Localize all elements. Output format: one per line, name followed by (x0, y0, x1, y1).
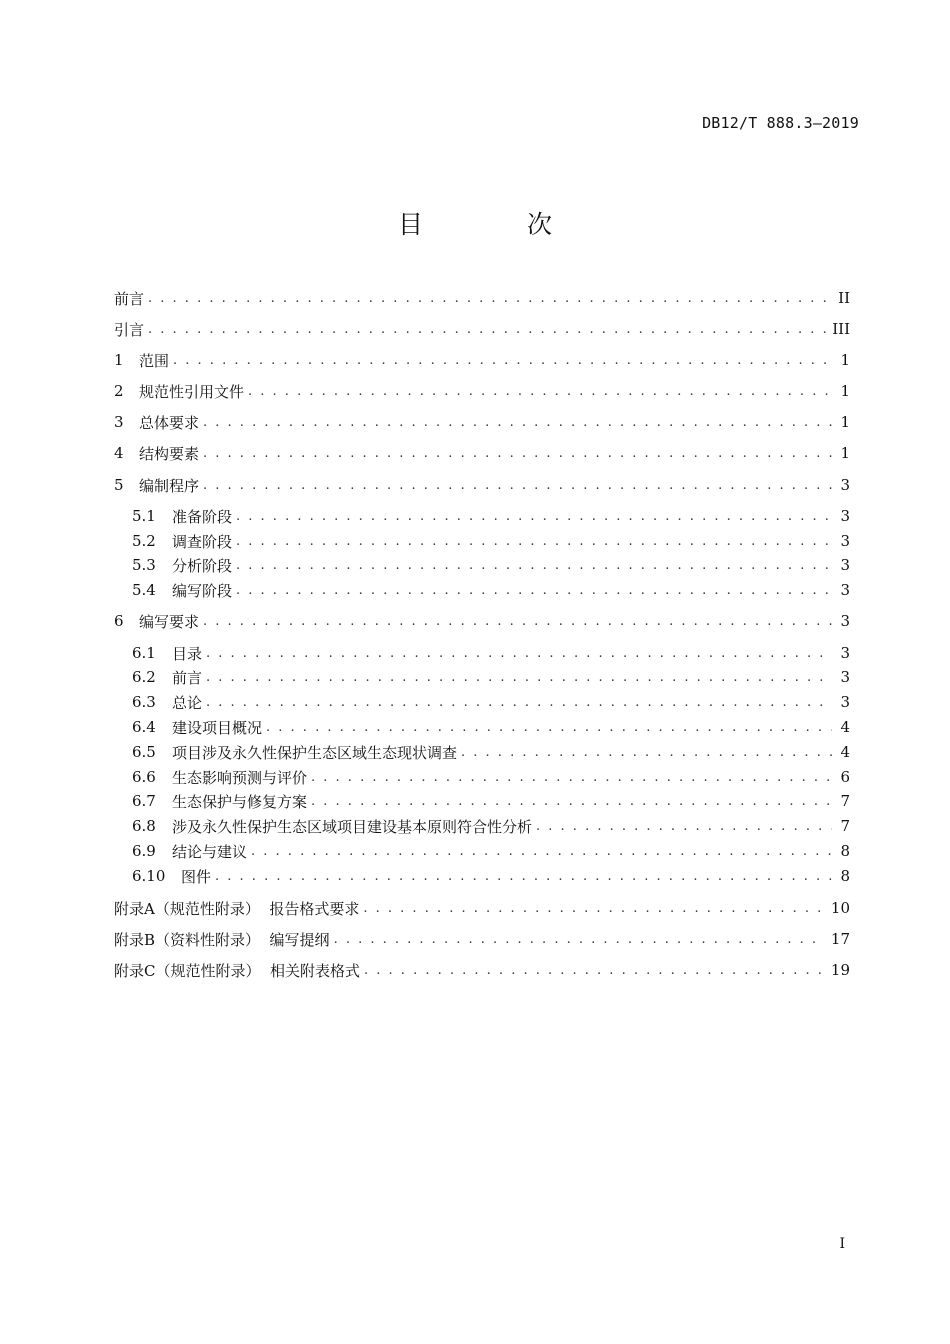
dot-leader (311, 770, 832, 785)
toc-entry-6-8[interactable] (114, 815, 850, 837)
dot-leader (206, 646, 832, 661)
document-code: DB12/T 888.3—2019 (702, 114, 859, 132)
toc-entry-number: 6.10 (132, 867, 166, 885)
toc-entry-4[interactable] (114, 442, 850, 464)
toc-entry-3[interactable] (114, 411, 850, 433)
toc-entry-label: 目录 (172, 644, 203, 663)
toc-entry-label: 编制程序 (139, 476, 200, 495)
toc-entry-label: 总体要求 (139, 413, 200, 432)
toc-entry-page: 1 (840, 444, 850, 462)
toc-entry-page: 3 (840, 476, 850, 494)
toc-entry-6-1[interactable] (114, 642, 850, 664)
toc-entry-2[interactable] (114, 380, 850, 402)
toc-entry-number: 5.2 (132, 532, 156, 550)
toc-entry-6-10[interactable] (114, 865, 850, 887)
dot-leader (364, 963, 825, 978)
toc-entry-5-2[interactable] (114, 530, 850, 552)
dot-leader (148, 322, 826, 337)
toc-entry-page: 1 (840, 351, 850, 369)
dot-leader (236, 509, 832, 524)
toc-entry-number: 1 (114, 351, 124, 369)
toc-entry-label: 编写阶段 (172, 581, 233, 600)
toc-entry-label: 涉及永久性保护生态区域项目建设基本原则符合性分析 (172, 817, 533, 836)
toc-entry-5-1[interactable] (114, 505, 850, 527)
dot-leader (206, 695, 832, 710)
dot-leader (536, 819, 832, 834)
dot-leader (363, 901, 825, 916)
toc-entry-number: 6.6 (132, 768, 156, 786)
toc-entry-page: 7 (840, 792, 850, 810)
toc-entry-1[interactable] (114, 349, 850, 371)
toc-entry-label: 附录C（规范性附录） 相关附表格式 (114, 961, 361, 980)
dot-leader (203, 478, 832, 493)
dot-leader (266, 720, 832, 735)
toc-entry-label: 规范性引用文件 (139, 382, 245, 401)
toc-entry-6[interactable] (114, 610, 850, 632)
toc-entry-5-3[interactable] (114, 554, 850, 576)
toc-entry-6-6[interactable] (114, 766, 850, 788)
toc-entry-page: 3 (840, 644, 850, 662)
dot-leader (461, 745, 832, 760)
toc-entry-label: 前言 (172, 668, 203, 687)
toc-entry-appendix-c[interactable] (114, 959, 850, 981)
toc-entry-6-4[interactable] (114, 716, 850, 738)
toc-entry-number: 6.9 (132, 842, 156, 860)
toc-entry-number: 6 (114, 612, 124, 630)
toc-entry-number: 3 (114, 413, 124, 431)
toc-entry-label: 前言 (114, 289, 145, 308)
toc-entry-foreword[interactable] (114, 287, 850, 309)
toc-entry-page: 8 (840, 867, 850, 885)
dot-leader (206, 670, 832, 685)
dot-leader (203, 415, 832, 430)
toc-entry-number: 5.3 (132, 556, 156, 574)
toc-entry-label: 图件 (181, 867, 212, 886)
dot-leader (311, 794, 832, 809)
toc-entry-number: 4 (114, 444, 124, 462)
toc-entry-introduction[interactable] (114, 318, 850, 340)
toc-entry-label: 生态影响预测与评价 (172, 768, 308, 787)
toc-entry-label: 调查阶段 (172, 532, 233, 551)
toc-entry-number: 6.4 (132, 718, 156, 736)
toc-entry-page: 7 (840, 817, 850, 835)
toc-entry-appendix-a[interactable] (114, 897, 850, 919)
dot-leader (215, 869, 832, 884)
dot-leader (203, 614, 832, 629)
toc-entry-6-9[interactable] (114, 840, 850, 862)
toc-entry-label: 准备阶段 (172, 507, 233, 526)
toc-entry-5[interactable] (114, 474, 850, 496)
toc-entry-label: 建设项目概况 (172, 718, 263, 737)
dot-leader (248, 384, 832, 399)
dot-leader (236, 534, 832, 549)
toc-entry-page: 1 (840, 382, 850, 400)
toc-entry-label: 生态保护与修复方案 (172, 792, 308, 811)
toc-entry-number: 5.1 (132, 507, 156, 525)
toc-entry-page: 3 (840, 581, 850, 599)
toc-title: 目 次 (398, 210, 600, 239)
toc-entry-number: 5.4 (132, 581, 156, 599)
toc-entry-page: 6 (840, 768, 850, 786)
toc-entry-number: 6.8 (132, 817, 156, 835)
dot-leader (236, 583, 832, 598)
toc-entry-page: 4 (840, 718, 850, 736)
toc-entry-page: 4 (840, 743, 850, 761)
toc-entry-page: 17 (830, 930, 850, 948)
toc-entry-page: 19 (830, 961, 850, 979)
dot-leader (203, 446, 832, 461)
toc-entry-label: 引言 (114, 320, 145, 339)
toc-entry-6-2[interactable] (114, 666, 850, 688)
toc-entry-label: 项目涉及永久性保护生态区域生态现状调查 (172, 743, 458, 762)
toc-entry-page: III (832, 320, 850, 338)
dot-leader (334, 932, 825, 947)
toc-entry-page: 10 (830, 899, 850, 917)
toc-entry-page: 1 (840, 413, 850, 431)
toc-entry-page: 3 (840, 532, 850, 550)
toc-entry-number: 6.7 (132, 792, 156, 810)
toc-entry-label: 附录B（资料性附录） 编写提纲 (114, 930, 330, 949)
toc-entry-6-5[interactable] (114, 741, 850, 763)
toc-entry-label: 附录A（规范性附录） 报告格式要求 (114, 899, 360, 918)
toc-entry-page: 3 (840, 693, 850, 711)
toc-entry-number: 6.5 (132, 743, 156, 761)
toc-entry-page: 3 (840, 668, 850, 686)
dot-leader (173, 353, 832, 368)
page-number: I (839, 1236, 845, 1252)
dot-leader (251, 844, 832, 859)
toc-entry-label: 分析阶段 (172, 556, 233, 575)
toc-entry-label: 结构要素 (139, 444, 200, 463)
toc-entry-page: 3 (840, 507, 850, 525)
toc-entry-number: 5 (114, 476, 124, 494)
toc-entry-number: 6.1 (132, 644, 156, 662)
toc-entry-label: 范围 (139, 351, 170, 370)
toc-entry-label: 编写要求 (139, 612, 200, 631)
toc-entry-label: 总论 (172, 693, 203, 712)
toc-entry-number: 6.3 (132, 693, 156, 711)
dot-leader (236, 558, 832, 573)
toc-entry-page: 3 (840, 556, 850, 574)
toc-entry-number: 6.2 (132, 668, 156, 686)
toc-entry-page: 8 (840, 842, 850, 860)
toc-entry-6-7[interactable] (114, 790, 850, 812)
toc-entry-5-4[interactable] (114, 579, 850, 601)
toc-entry-label: 结论与建议 (172, 842, 248, 861)
toc-entry-page: II (838, 289, 850, 307)
dot-leader (148, 291, 832, 306)
toc-entry-number: 2 (114, 382, 124, 400)
toc-entry-6-3[interactable] (114, 691, 850, 713)
toc-entry-appendix-b[interactable] (114, 928, 850, 950)
toc-entry-page: 3 (840, 612, 850, 630)
